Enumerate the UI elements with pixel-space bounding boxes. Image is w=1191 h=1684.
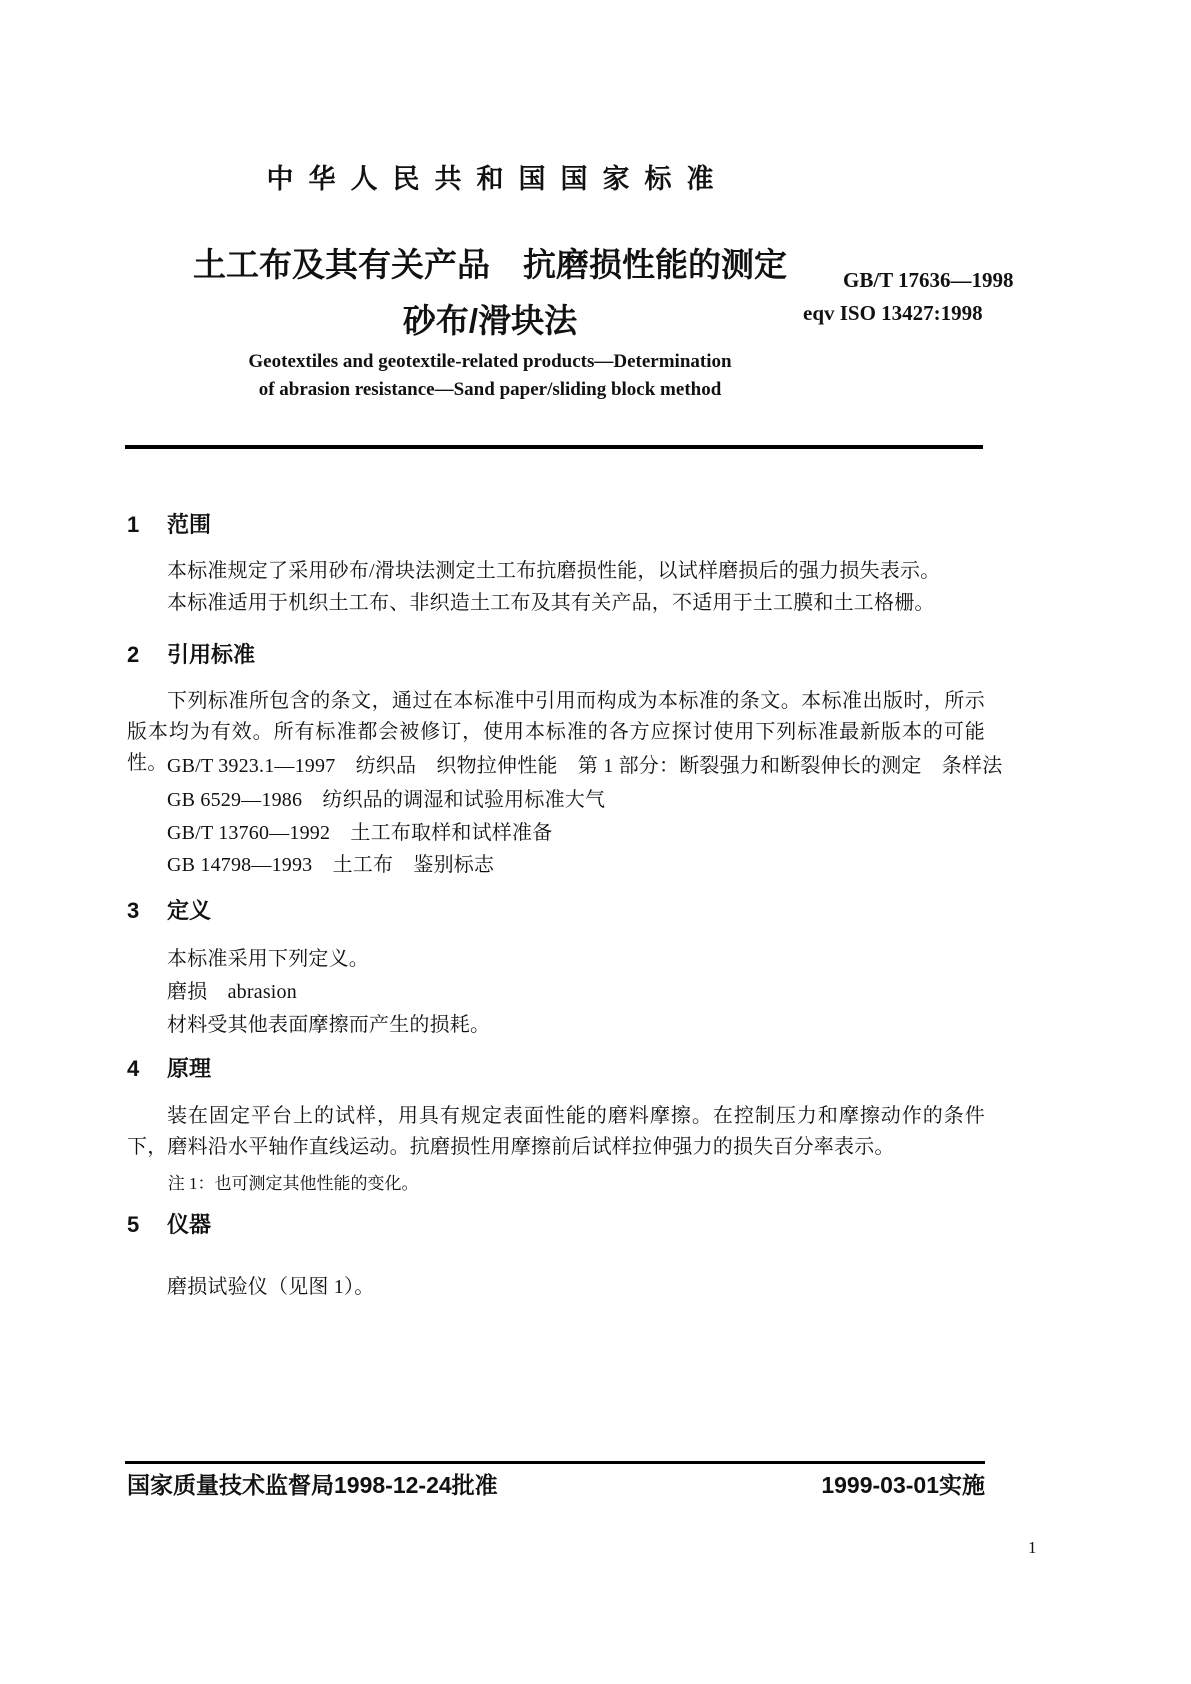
section-4-paragraph: 装在固定平台上的试样，用具有规定表面性能的磨料摩擦。在控制压力和摩擦动作的条件下，磨料沿水平轴作直线运动。抗磨损性用摩擦前后试样拉伸强力的损失百分率表示。	[127, 1105, 985, 1158]
section-1-paragraph: 本标准规定了采用砂布/滑块法测定土工布抗磨损性能，以试样磨损后的强力损失表示。	[167, 560, 941, 582]
section-1-paragraph: 本标准适用于机织土工布、非织造土工布及其有关产品，不适用于土工膜和土工格栅。	[167, 592, 935, 614]
header-rule	[125, 445, 983, 449]
footer-rule	[125, 1461, 985, 1464]
approval-text: 国家质量技术监督局1998-12-24批准	[127, 1472, 498, 1498]
document-title-line1: 土工布及其有关产品 抗磨损性能的测定	[193, 246, 787, 283]
reference-item: GB 6529—1986 纺织品的调湿和试验用标准大气	[167, 789, 606, 811]
section-5-heading	[127, 1212, 985, 1238]
english-title-line1: Geotextiles and geotextile-related products—Determination	[248, 351, 732, 372]
section-5-number: 5	[127, 1212, 140, 1237]
english-title-line2: of abrasion resistance—Sand paper/sliding block method	[258, 379, 722, 400]
section-4-number: 4	[127, 1056, 140, 1081]
section-2-intro: 下列标准所包含的条文，通过在本标准中引用而构成为本标准的条文。本标准出版时，所示版本均为有效。所有标准都会被修订，使用本标准的各方应探讨使用下列标准最新版本的可能性。	[127, 690, 985, 774]
section-2-title: 引用标准	[167, 642, 256, 667]
reference-item: GB/T 13760—1992 土工布取样和试样准备	[167, 822, 553, 844]
section-1-number: 1	[127, 512, 140, 537]
reference-item: GB 14798—1993 土工布 鉴别标志	[167, 854, 495, 876]
section-2-number: 2	[127, 642, 140, 667]
section-4-note: 注 1：也可测定其他性能的变化。	[167, 1174, 419, 1193]
section-3-paragraph: 材料受其他表面摩擦而产生的损耗。	[167, 1014, 491, 1036]
page-number: 1	[1028, 1538, 1037, 1557]
section-2-heading	[127, 642, 985, 668]
section-5-paragraph: 磨损试验仪（见图 1）。	[167, 1276, 375, 1298]
section-1-heading	[127, 512, 985, 538]
section-3-title: 定义	[167, 898, 212, 923]
national-standard-label: 中华人民共和国国家标准	[266, 164, 729, 194]
document-title-line2: 砂布/滑块法	[402, 302, 578, 339]
section-4-title: 原理	[167, 1056, 212, 1081]
section-3-heading	[127, 898, 985, 924]
section-5-title: 仪器	[167, 1212, 212, 1237]
section-1-title: 范围	[167, 512, 212, 537]
standard-code: GB/T 17636—1998	[843, 268, 1014, 292]
standard-equivalence: eqv ISO 13427:1998	[803, 301, 983, 325]
section-3-paragraph: 本标准采用下列定义。	[167, 948, 369, 970]
implementation-text: 1999-03-01实施	[821, 1472, 985, 1498]
section-3-paragraph: 磨损 abrasion	[167, 981, 297, 1003]
section-4-heading	[127, 1056, 985, 1082]
document-header	[183, 165, 797, 403]
reference-item: GB/T 3923.1—1997 纺织品 织物拉伸性能 第 1 部分：断裂强力和断裂伸长的测定 条样法	[167, 755, 1003, 777]
section-3-number: 3	[127, 898, 140, 923]
